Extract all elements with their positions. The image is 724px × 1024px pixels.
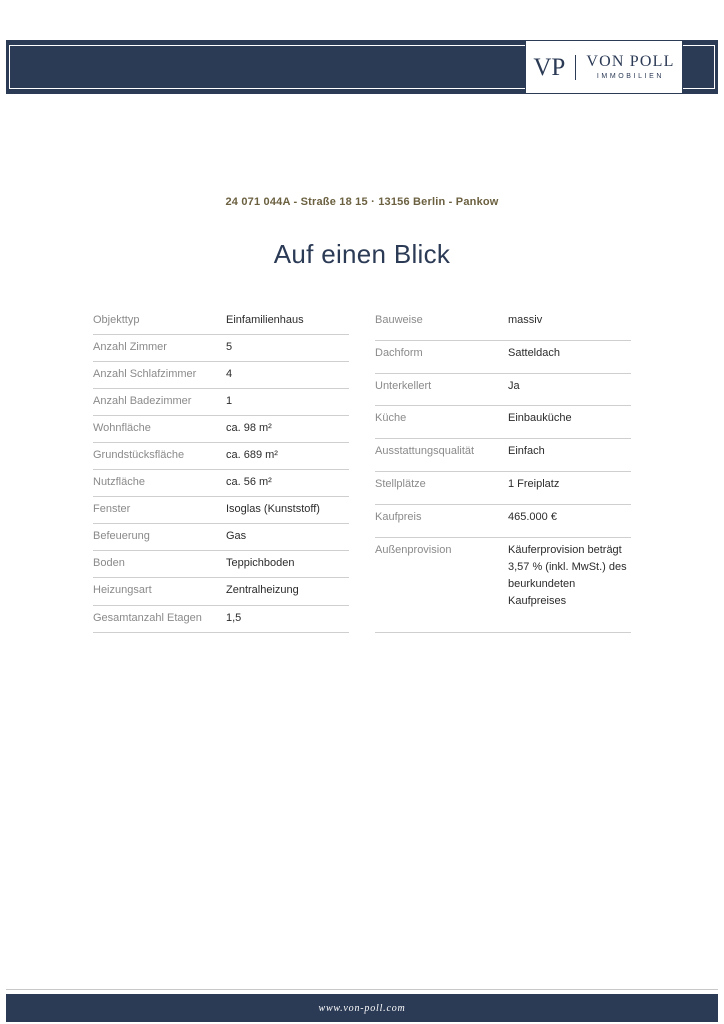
fact-label: Anzahl Badezimmer xyxy=(93,395,192,408)
fact-label: Grundstücksfläche xyxy=(93,449,185,462)
table-row xyxy=(93,416,349,443)
fact-label: Unterkellert xyxy=(375,379,432,392)
table-row xyxy=(375,471,631,504)
fact-value: Einfach xyxy=(508,445,545,458)
fact-label: Kaufpreis xyxy=(375,510,422,523)
fact-value: Teppichboden xyxy=(226,557,295,570)
fact-value: 1 xyxy=(226,395,233,408)
table-row xyxy=(375,340,631,373)
brand-monogram: VP xyxy=(533,55,576,80)
table-row xyxy=(93,470,349,497)
fact-value: Satteldach xyxy=(508,346,560,359)
fact-value: Ja xyxy=(508,379,520,392)
fact-value: Käuferprovision beträgt 3,57 % (inkl. MwSt.) des beurkundeten Kaufpreises xyxy=(508,543,627,607)
fact-label: Gesamtanzahl Etagen xyxy=(93,611,202,624)
fact-value: Zentralheizung xyxy=(226,584,299,597)
fact-label: Bauweise xyxy=(375,314,423,326)
fact-value: Gas xyxy=(226,530,247,543)
table-row xyxy=(375,504,631,537)
table-row xyxy=(93,605,349,632)
footer-divider xyxy=(6,989,718,990)
fact-label: Dachform xyxy=(375,346,423,359)
table-row xyxy=(375,537,631,632)
page-header xyxy=(0,40,724,94)
table-row xyxy=(93,524,349,551)
footer-bar xyxy=(6,994,718,1022)
fact-label: Objekttyp xyxy=(93,314,140,326)
fact-label: Fenster xyxy=(93,503,131,516)
fact-label: Nutzfläche xyxy=(93,476,145,489)
page-title: Auf einen Blick xyxy=(273,239,451,270)
fact-value: Einfamilienhaus xyxy=(226,314,304,326)
fact-label: Anzahl Zimmer xyxy=(93,341,167,354)
table-row xyxy=(93,578,349,605)
page-footer xyxy=(0,994,724,1024)
fact-label: Wohnfläche xyxy=(93,422,151,435)
fact-value: 5 xyxy=(226,341,233,354)
fact-label: Küche xyxy=(375,412,407,425)
table-row xyxy=(93,389,349,416)
fact-label: Heizungsart xyxy=(93,584,152,597)
fact-label: Befeuerung xyxy=(93,530,150,543)
table-row xyxy=(375,406,631,439)
table-row xyxy=(375,373,631,406)
brand-name: VON POLL xyxy=(586,52,675,70)
table-row xyxy=(93,497,349,524)
fact-label: Ausstattungsqualität xyxy=(375,445,475,458)
table-row xyxy=(93,335,349,362)
fact-value: 4 xyxy=(226,368,233,381)
fact-value: ca. 56 m² xyxy=(226,476,272,489)
fact-label: Anzahl Schlafzimmer xyxy=(93,368,197,381)
table-row xyxy=(93,308,349,335)
fact-label: Boden xyxy=(93,557,125,570)
table-row xyxy=(375,439,631,472)
fact-value: ca. 689 m² xyxy=(226,449,278,462)
facts-table-left xyxy=(93,308,349,633)
footer-website[interactable]: www.von-poll.com xyxy=(318,1002,406,1014)
brand-subname: IMMOBILIEN xyxy=(596,73,665,81)
fact-label: Außenprovision xyxy=(375,543,452,556)
table-row xyxy=(93,443,349,470)
property-reference: 24 071 044A - Straße 18 15 · 13156 Berlin - Pankow xyxy=(225,196,499,208)
fact-value: 1 Freiplatz xyxy=(508,477,560,490)
fact-label: Stellplätze xyxy=(375,477,426,490)
table-row xyxy=(375,308,631,340)
fact-value: 1,5 xyxy=(226,611,242,624)
facts-section xyxy=(93,308,631,633)
fact-value: massiv xyxy=(508,314,543,326)
fact-value: ca. 98 m² xyxy=(226,422,272,435)
table-row xyxy=(93,551,349,578)
fact-value: Einbauküche xyxy=(508,412,572,425)
brand-wordmark xyxy=(586,53,674,81)
facts-table-right xyxy=(375,308,631,633)
brand-logo xyxy=(525,40,683,94)
fact-value: 465.000 € xyxy=(508,510,557,523)
fact-value: Isoglas (Kunststoff) xyxy=(226,503,320,516)
table-row xyxy=(93,362,349,389)
brand-logo-inner xyxy=(533,53,674,81)
